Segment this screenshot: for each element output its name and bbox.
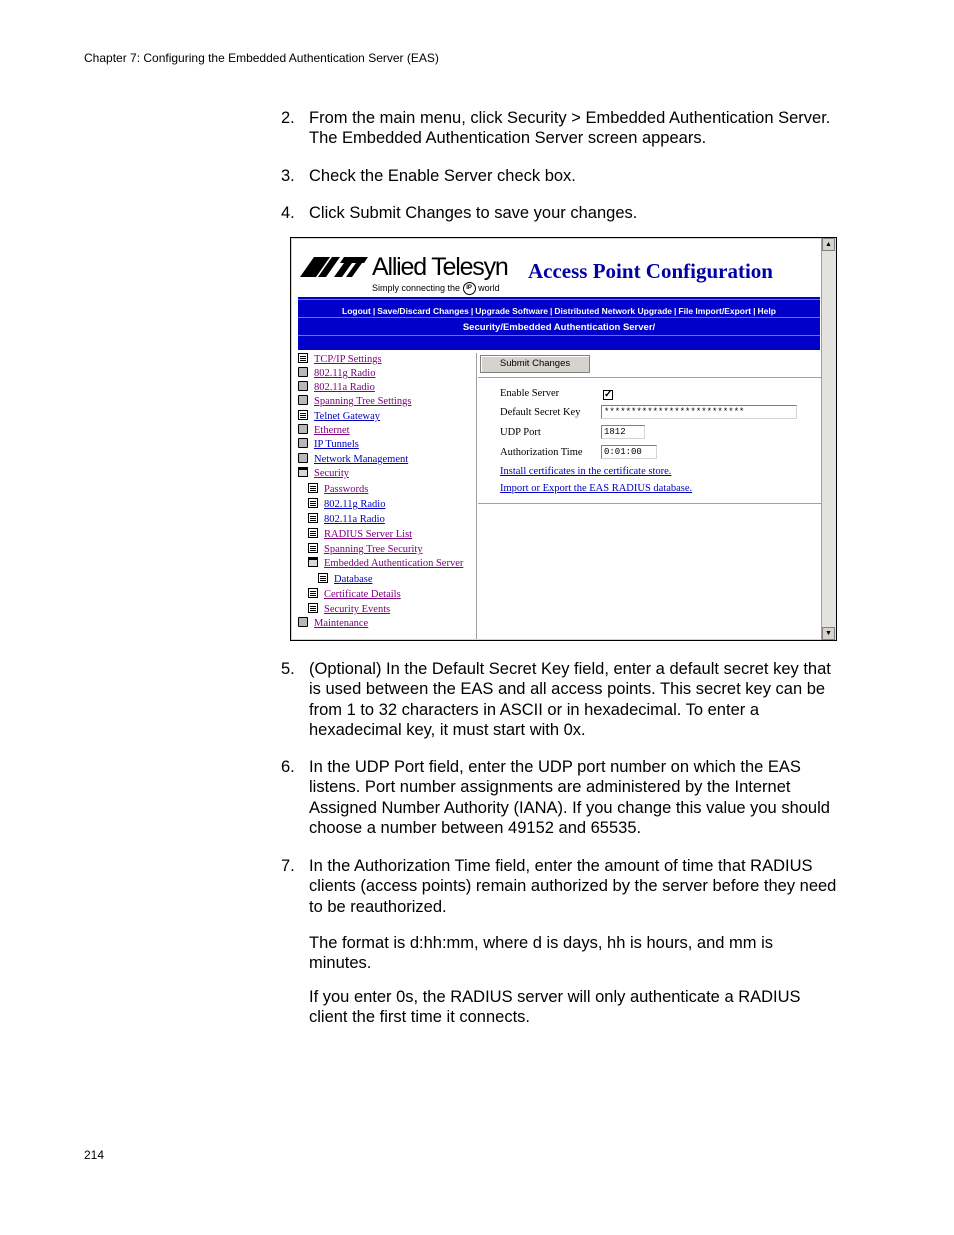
- sidebar-item[interactable]: [298, 353, 382, 367]
- sidebar-item-label[interactable]: Database: [334, 574, 373, 585]
- folder-icon: [298, 617, 308, 627]
- sidebar-item-label[interactable]: Spanning Tree Settings: [314, 396, 412, 407]
- sidebar-item[interactable]: [298, 410, 380, 424]
- sidebar-tree: [296, 353, 477, 639]
- sidebar-item[interactable]: [298, 381, 375, 395]
- sidebar-item-label[interactable]: Security: [314, 468, 349, 479]
- sidebar-item[interactable]: [308, 498, 385, 512]
- step-5: [281, 659, 841, 740]
- step-7: [281, 856, 841, 917]
- default-secret-key-label: Default Secret Key: [500, 407, 581, 418]
- step-6: [281, 757, 841, 838]
- udp-port-label: UDP Port: [500, 427, 541, 438]
- authorization-time-label: Authorization Time: [500, 447, 583, 458]
- import-export-database-link[interactable]: Import or Export the EAS RADIUS database.: [500, 483, 693, 494]
- step-text: Check the Enable Server check box.: [309, 167, 576, 185]
- folder-icon: [298, 424, 308, 434]
- sidebar-item-label[interactable]: 802.11a Radio: [314, 382, 375, 393]
- browser-content: [292, 239, 821, 639]
- main-pane: [478, 353, 821, 639]
- sidebar-item-label[interactable]: 802.11a Radio: [324, 514, 385, 525]
- sidebar-item[interactable]: [308, 513, 385, 527]
- sidebar-item[interactable]: [308, 557, 463, 571]
- page-icon: [308, 543, 318, 553]
- sidebar-item-label[interactable]: 802.11g Radio: [314, 368, 376, 379]
- sidebar-item[interactable]: [298, 453, 408, 467]
- submit-changes-button[interactable]: Submit Changes: [480, 355, 590, 373]
- sidebar-item[interactable]: [308, 483, 368, 497]
- nav-distributed-upgrade[interactable]: Distributed Network Upgrade: [554, 306, 673, 316]
- divider: [478, 377, 821, 378]
- divider: [478, 503, 821, 504]
- step-2: [281, 108, 841, 149]
- nav-upgrade-software[interactable]: Upgrade Software: [475, 306, 549, 316]
- enable-server-label: Enable Server: [500, 388, 560, 399]
- page-number: 214: [84, 1148, 105, 1162]
- folder-icon: [298, 367, 308, 377]
- default-secret-key-input[interactable]: **************************: [601, 405, 797, 419]
- folder-open-icon: [308, 557, 318, 567]
- folder-icon: [298, 453, 308, 463]
- step-text: Click Submit Changes to save your changes.: [309, 204, 638, 222]
- sidebar-item-label[interactable]: Ethernet: [314, 425, 350, 436]
- app-heading: Access Point Configuration: [528, 259, 773, 283]
- note-zero-seconds: If you enter 0s, the RADIUS server will only authenticate a RADIUS client the first time it connects.: [309, 988, 801, 1027]
- page-icon: [308, 528, 318, 538]
- top-navigation: [298, 297, 820, 350]
- sidebar-item-label[interactable]: IP Tunnels: [314, 439, 359, 450]
- page-icon: [318, 573, 328, 583]
- vertical-scrollbar[interactable]: [821, 238, 836, 640]
- page-icon: [308, 483, 318, 493]
- sidebar-item[interactable]: [298, 424, 350, 438]
- folder-icon: [298, 438, 308, 448]
- step-number: 5.: [281, 660, 295, 678]
- sidebar-item-label[interactable]: Maintenance: [314, 618, 369, 629]
- scroll-down-icon[interactable]: ▼: [822, 627, 835, 640]
- step-4: [281, 203, 841, 223]
- folder-open-icon: [298, 467, 308, 477]
- sidebar-item[interactable]: [298, 367, 375, 381]
- nav-file-import-export[interactable]: File Import/Export: [678, 306, 752, 316]
- scroll-up-icon[interactable]: ▲: [822, 238, 835, 251]
- sidebar-item-label[interactable]: Passwords: [324, 484, 369, 495]
- step-number: 2.: [281, 109, 295, 127]
- sidebar-item[interactable]: [318, 573, 372, 587]
- nav-save-discard[interactable]: Save/Discard Changes: [377, 306, 469, 316]
- page-icon: [308, 498, 318, 508]
- note-format: The format is d:hh:mm, where d is days, hh is hours, and mm is minutes.: [309, 934, 774, 973]
- page-icon: [298, 410, 308, 420]
- folder-icon: [298, 395, 308, 405]
- step-number: 4.: [281, 204, 295, 222]
- running-head: Chapter 7: Configuring the Embedded Authentication Server (EAS): [84, 51, 439, 65]
- step-3: [281, 166, 841, 186]
- sidebar-item[interactable]: [308, 603, 390, 617]
- sidebar-item-label[interactable]: Security Events: [324, 604, 391, 615]
- sidebar-item[interactable]: [298, 438, 359, 452]
- install-certificates-link[interactable]: Install certificates in the certificate store.: [500, 466, 672, 477]
- sidebar-item-label[interactable]: Certificate Details: [324, 589, 401, 600]
- sidebar-item-label[interactable]: Embedded Authentication Server: [324, 558, 464, 569]
- sidebar-item-label[interactable]: TCP/IP Settings: [314, 354, 382, 365]
- logo: [300, 253, 524, 295]
- step-number: 6.: [281, 758, 295, 776]
- page-icon: [298, 353, 308, 363]
- udp-port-input[interactable]: 1812: [601, 425, 645, 439]
- sidebar-item[interactable]: [308, 543, 423, 557]
- authorization-time-input[interactable]: 0:01:00: [601, 445, 657, 459]
- sidebar-item[interactable]: [298, 467, 349, 481]
- allied-telesyn-logo-icon: [300, 257, 368, 277]
- sidebar-item[interactable]: [298, 617, 368, 631]
- brand-name: Allied Telesyn: [372, 253, 508, 281]
- nav-links: Logout | Save/Discard Changes | Upgrade Software | Distributed Network Upgrade | File Import/Export | Help: [342, 306, 776, 316]
- nav-help[interactable]: Help: [757, 306, 776, 316]
- step-text: In the UDP Port field, enter the UDP port number on which the EAS listens. Port number assignments are administered by the Internet Assigned Number Authority (IANA). If you change this value you should choose a number between 49152 and 65535.: [309, 758, 830, 837]
- folder-icon: [298, 381, 308, 391]
- page-icon: [308, 588, 318, 598]
- nav-breadcrumb: Security/Embedded Authentication Server/: [462, 322, 656, 333]
- sidebar-item-label[interactable]: Spanning Tree Security: [324, 544, 423, 555]
- sidebar-item-label[interactable]: 802.11g Radio: [324, 499, 386, 510]
- tagline: [372, 282, 500, 295]
- tagline-start: Simply connecting the: [372, 282, 461, 293]
- page-icon: [308, 603, 318, 613]
- step-number: 3.: [281, 167, 295, 185]
- step-text: From the main menu, click Security > Embedded Authentication Server. The Embedded Authentication Server screen appears.: [309, 109, 831, 148]
- step-number: 7.: [281, 857, 295, 875]
- page-icon: [308, 513, 318, 523]
- sidebar-item-label[interactable]: Telnet Gateway: [314, 411, 381, 422]
- sidebar-item[interactable]: [308, 528, 412, 542]
- sidebar-item-label[interactable]: Network Management: [314, 454, 409, 465]
- step-text: (Optional) In the Default Secret Key field, enter a default secret key that is used between the EAS and all access points. This secret key can be from 1 to 32 characters in ASCII or in hexadecimal. To enter a hexadecimal key, it must start with 0x.: [309, 660, 831, 739]
- sidebar-item-label[interactable]: RADIUS Server List: [324, 529, 413, 540]
- sidebar-item[interactable]: [298, 395, 411, 409]
- sidebar-item[interactable]: [308, 588, 401, 602]
- ip-icon: IP: [463, 282, 476, 295]
- step-text: In the Authorization Time field, enter the amount of time that RADIUS clients (access points) remain authorized by the server before they need to be reauthorized.: [309, 857, 837, 916]
- screenshot-eas: [290, 237, 837, 641]
- nav-logout[interactable]: Logout: [342, 306, 371, 316]
- tagline-end: world: [478, 282, 500, 293]
- enable-server-checkbox[interactable]: ✓: [604, 389, 613, 400]
